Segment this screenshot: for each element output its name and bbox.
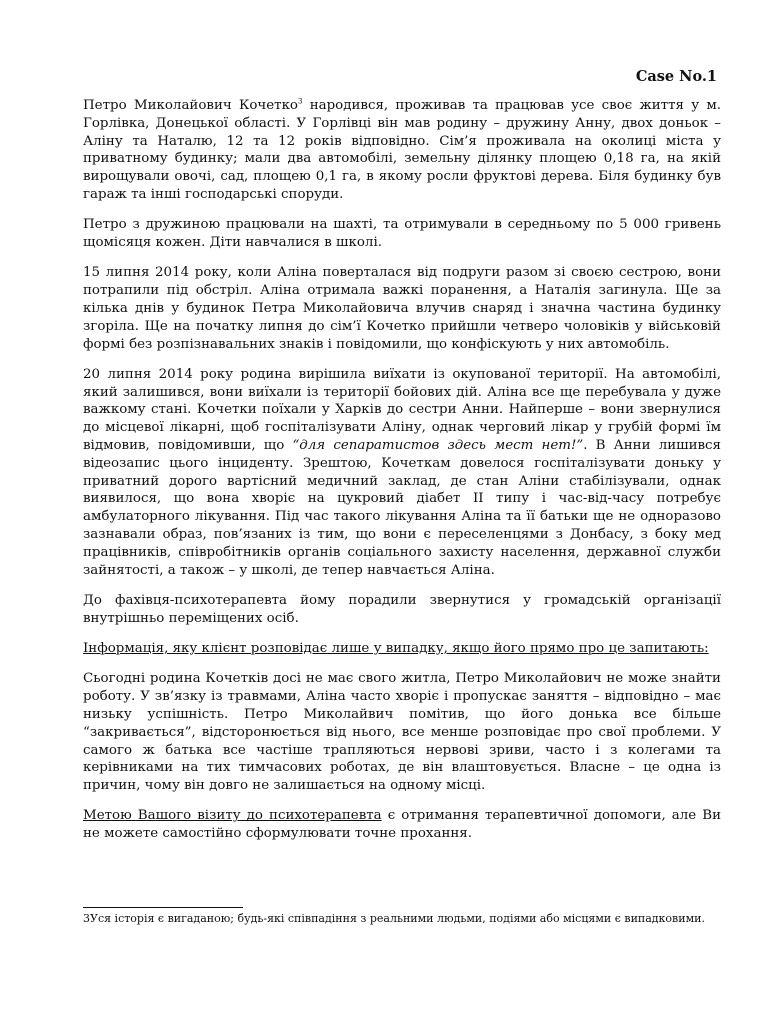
footnote-divider bbox=[83, 907, 243, 908]
paragraph-work: Петро з дружиною працювали на шахті, та отримували в середньому по 5 000 гривень щомісяця кожен. Діти навчалися в школі. bbox=[83, 217, 721, 251]
document-body bbox=[83, 97, 721, 855]
footnote-text: 3Уся історія є вигаданою; будь-які співпадіння з реальними людьми, подіями або місцями є випадковими. bbox=[83, 912, 705, 925]
doctor-quote: “для сепаратистов здесь мест нет!” bbox=[292, 438, 584, 454]
paragraph-shelling: 15 липня 2014 року, коли Аліна поверталася від подруги разом зі своєю сестрою, вони потрапили під обстріл. Аліна отримала важкі поранення, а Наталія загинула. Ще за кілька днів у будинок Петра Миколайовича влучив снаряд і значна частина будинку згоріла. Ще на початку липня до сім’ї Кочетко прийшли четверо чоловіків у військовій формі без розпізнавальних знаків і повідомили, що конфіскують у них автомобіль. bbox=[83, 265, 721, 352]
paragraph-visit-goal bbox=[83, 807, 721, 843]
section-heading-hidden-info: Інформація, яку клієнт розповідає лише у випадку, якщо його прямо про це запитають: bbox=[83, 641, 709, 657]
visit-goal-underlined: Метою Вашого візиту до психотерапевта bbox=[83, 808, 382, 824]
paragraph-intro bbox=[83, 97, 721, 204]
paragraph-evacuation bbox=[83, 366, 721, 580]
intro-text-end: народився, проживав та працював усе своє життя у м. Горлівка, Донецької області. У Горлівці він мав родину – дружину Анну, двох доньок – Аліну та Наталю, 12 та 12 років відповідно. Сім’я проживала на околиці міста у приватному будинку; мали два автомобілі, земельну ділянку площею 0,18 га, на якій вирощували овочі, сад, площею 0,1 га, в якому росли фруктові дерева. Біля будинку був гараж та інші господарські споруди. bbox=[83, 98, 721, 202]
paragraph-referral: До фахівця-психотерапевта йому порадили звернутися у громадській організації внутрішньо переміщених осіб. bbox=[83, 592, 721, 626]
intro-text-start: Петро Миколайович Кочетко bbox=[83, 98, 298, 113]
evacuation-text-start: 20 липня 2014 року родина вирішила виїхати із окупованої території. На автомобілі, який залишився, вони виїхали із території бойових дій. Аліна все ще перебувала у дуже важкому стані. Кочетки поїхали у Харків до сестри Анни. Найперше – вони звернулися до місцевої лікарні, щоб госпіталізувати Аліну, однак черговий лікар у грубій формі їм відмовив, повідомивши, що bbox=[83, 366, 721, 454]
case-title: Case No.1 bbox=[635, 68, 717, 85]
visit-goal-rest: є отримання терапевтичної допомоги, але Ви не можете самостійно сформулювати точне прохання. bbox=[83, 808, 721, 842]
evacuation-text-end: . В Анни лишився відеозапис цього інциденту. Зрештою, Кочеткам довелося госпіталізувати доньку у приватний дорого вартісний медичний заклад, де стан Аліни стабілізували, однак виявилося, що вона хворіє на цукровий діабет II типу і час-від-часу потребує амбулаторного лікування. Під час такого лікування Аліна та її батьки ще не одноразово зазнавали образ, пов’язаних із тим, що вони є переселенцями з Донбасу, з боку мед працівників, співробітників органів соціального захисту населення, державної служби зайнятості, а також – у школі, де тепер навчається Аліна. bbox=[83, 438, 721, 578]
footnote-reference: 3 bbox=[298, 97, 303, 106]
paragraph-current-situation: Сьогодні родина Кочетків досі не має свого житла, Петро Миколайович не може знайти роботу. У зв’язку із травмами, Аліна часто хворіє і пропускає заняття – відповідно – має низьку успішність. Петро Миколайвич помітив, що його донька все більше “закривається”, відсторонюється від нього, все менше розповідає про свої проблеми. У самого ж батька все частіше трапляються нервові зриви, часто і з колегами та керівниками на тих тимчасових роботах, де він влаштовується. Власне – це одна із причин, чому він довго не залишається на одному місці. bbox=[83, 671, 721, 794]
